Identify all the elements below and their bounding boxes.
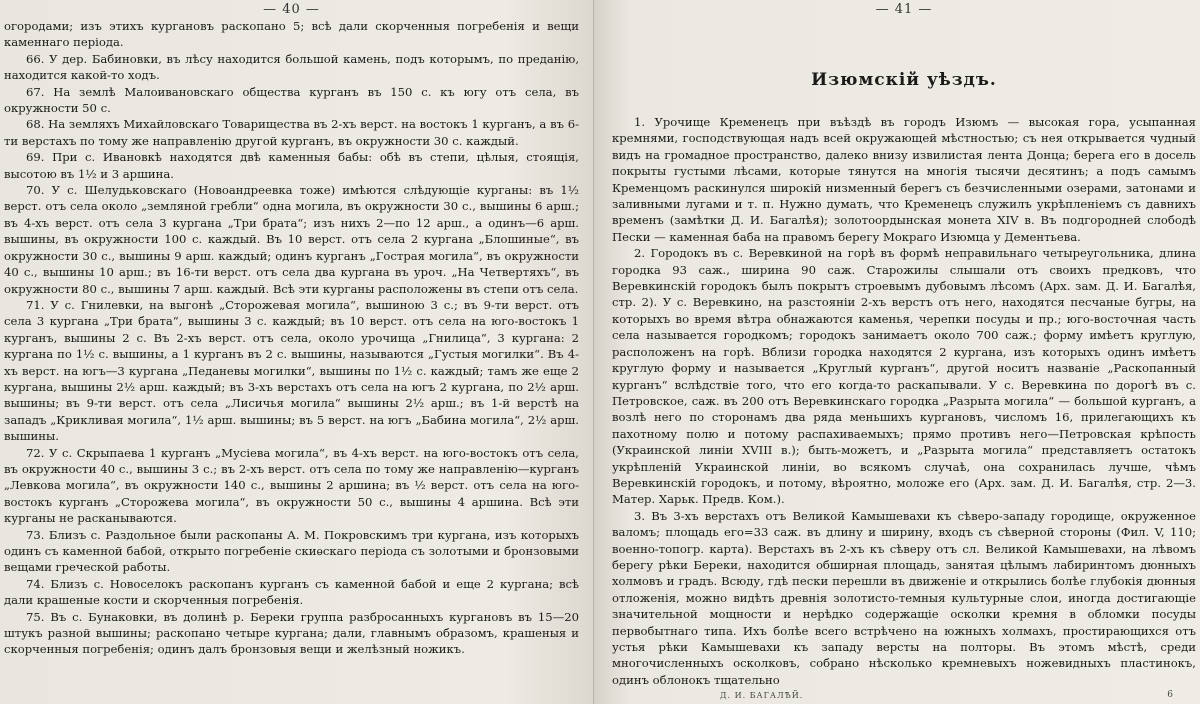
paragraph: 69. При с. Ивановкѣ находятся двѣ каменныя бабы: обѣ въ степи, цѣлыя, стоящія, высотою въ 1½ и 3 аршина. [4,150,579,181]
left-page [0,0,594,704]
paragraph: 75. Въ с. Бунаковки, въ долинѣ р. Береки группа разбросанныхъ кургановъ въ 15—20 штукъ разной вышины; раскопано четыре кургана; дали, главнымъ образомъ, крашеныя и скорченныя погребенія; одинъ далъ бронзовыя вещи и желѣзный ножикъ. [4,609,579,657]
paragraph: 71. У с. Гнилевки, на выгонѣ „Сторожевая могила“, вышиною 3 с.; въ 9-ти верст. отъ села 3 кургана „Три брата“, вышины 3 с. каждый; въ 10 верст. отъ села на юго-востокъ 1 курганъ, вышины 2 с. Въ 2-хъ верст. отъ села, около урочища „Гнилица“, 3 кургана: 2 кургана по 1½ с. вышины, а 1 курганъ въ 2 с. вышины, называются „Густыя могилки“. Въ 4-хъ верст. на югъ—3 кургана „Педаневы могилки“, вышины по 1½ с. каждый; тамъ же еще 2 кургана, вышины 2½ арш. каждый; въ 3-хъ верстахъ отъ села на югъ 2 кургана, по 2½ арш. вышины; въ 9-ти верст. отъ села „Лисичья могила“ вышины 2½ арш.; въ 1-й верстѣ на западъ „Крикливая могила“, 1½ арш. вышины; въ 5 верст. на югъ „Бабина могила“, 2½ арш. вышины. [4,297,579,444]
paragraph: 67. На землѣ Малоивановскаго общества курганъ въ 150 с. къ югу отъ села, въ окружности 50 с. [4,84,579,116]
page-number: — 41 — [875,2,933,17]
chapter-title: Изюмскій уѣздъ. [811,70,997,90]
page-body-text [4,18,579,658]
paragraph: огородами; изъ этихъ кургановъ раскопано 5; всѣ дали скорченныя погребенія и вещи каменнаго періода. [4,19,579,50]
footer-sheet-number: 6 [1167,690,1174,700]
paragraph: 74. Близъ с. Новоселокъ раскопанъ курганъ съ каменной бабой и еще 2 кургана; всѣ дали крашеные кости и скорченныя погребенія. [4,576,579,608]
paragraph: 70. У с. Шелудьковскаго (Новоандреевка тоже) имѣются слѣдующіе курганы: въ 1½ верст. отъ села около „земляной гребли“ одна могила, въ окружности 30 с., вышины 6 арш.; въ 4-хъ верст. отъ села 3 кургана „Три брата“; изъ нихъ 2—по 12 арш., а одинъ—6 арш. вышины, въ окружности 100 с. каждый. Въ 10 верст. отъ села 2 кургана „Блошиные“, въ окружности 30 с., вышины 9 арш. каждый; одинъ курганъ „Гострая могила“, въ окружности 40 с., вышины 10 арш.; въ 16-ти верст. отъ села два кургана въ уроч. „На Четвертяхъ“, въ окружности 80 с., вышины 7 арш. каждый. Всѣ эти курганы расположены въ степи отъ села. [4,183,579,296]
paragraph: 72. У с. Скрыпаева 1 курганъ „Мусіева могила“, въ 4-хъ верст. на юго-востокъ отъ села, въ окружности 40 с., вышины 3 с.; въ 2-хъ верст. отъ села по тому же направленію—курганъ „Левкова могила“, въ окружности 140 с., вышины 2 аршина; въ ½ верст. отъ села на юго-востокъ курганъ „Сторожева могила“, въ окружности 50 с., вышины 4 аршина. Всѣ эти курганы не расканываются. [4,445,579,526]
right-page [594,0,1200,704]
footer-signature: Д. И. БАГАЛѢЙ. [720,691,804,700]
paragraph: 68. На земляхъ Михайловскаго Товарищества въ 2-хъ верст. на востокъ 1 курганъ, а въ 6-ти верстахъ по тому же направленію другой курганъ, въ окружности 30 с. каждый. [4,117,579,148]
paragraph: 73. Близъ с. Раздольное были раскопаны А. М. Покровскимъ три кургана, изъ которыхъ одинъ съ каменной бабой, открыто погребеніе скиѳскаго періода съ золотыми и бронзовыми вещами греческой работы. [4,527,579,575]
page-number: — 40 — [263,2,320,17]
paragraph: 1. Урочище Кременецъ при въѣздѣ въ городъ Изюмъ — высокая гора, усыпанная кремнями, господствующая надъ всей окружающей мѣстностью; съ нея открывается чудный видъ на громадное пространство, далеко внизу извилистая лента Донца; берега его в досель покрыты густыми лѣсами, которые тянутся на многія тысячи десятинъ; а подъ самымъ Кременцомъ раскинулся широкій низменный берегъ съ безчисленными озерами, затонами и заливными лугами и т. п. Нужно думать, что Кременецъ служилъ укрѣпленіемъ съ давнихъ временъ (замѣтки Д. И. Багалѣя); золотоордынская монета XIV в. Въ подгородней слободѣ Пески — каменная баба на правомъ берегу Мокраго Изюмца у Дементьева. [612,115,1196,244]
page-body-text [612,114,1196,688]
paragraph: 3. Въ 3-хъ верстахъ отъ Великой Камышевахи къ сѣверо-западу городище, окруженное валомъ; площадь его=33 саж. въ длину и ширину, входъ съ сѣверной стороны (Фил. V, 110; военно-топогр. карта). Верстахъ въ 2-хъ къ сѣверу отъ сл. Великой Камышевахи, на лѣвомъ берегу рѣки Береки, находится обширная площадь, занятая цѣлымъ лабиринтомъ дюнныхъ холмовъ и градъ. Всюду, гдѣ пески перешли въ движеніе и открылись болѣе глубокія дюнныя отложенія, можно видѣть древнія золотисто-темныя культурные слои, иногда достигающіе значительной мощности и нерѣдко содержащіе осколки кремня в обломки посуды первобытнаго типа. Ихъ болѣе всего встрѣчено на южныхъ холмахъ, простирающихся отъ устья рѣки Камышевахи къ западу версты на полторы. Въ этомъ мѣстѣ, среди многочисленныхъ осколковъ, собрано нѣсколько кремневыхъ ножевидныхъ пластинокъ, одинъ облонокъ тщательно [612,508,1196,687]
paragraph: 2. Городокъ въ с. Веревкиной на горѣ въ формѣ неправильнаго четыреугольника, длина городка 93 саж., ширина 90 саж. Старожилы слышали отъ своихъ предковъ, что Веревкинскій городокъ былъ покрытъ строевымъ дубовымъ лѣсомъ (Арх. зам. Д. И. Багалѣя, стр. 2). У с. Веревкино, на разстояніи 2-хъ верстъ отъ него, находятся песчаные бугры, на которыхъ во время вѣтра обнажаются каменья, черепки посуды и пр.; юго-восточная часть села называется городкомъ; городокъ занимаетъ около 700 саж.; форму имѣетъ круглую, расположенъ на горѣ. Вблизи городка находятся 2 кургана, изъ которыхъ одинъ имѣетъ круглую форму и называется „Круглый курганъ“, другой носитъ названіе „Раскопанный курганъ“ вслѣдствіе того, что его когда-то раскапывали. У с. Веревкина по дорогѣ въ с. Петровское, саж. въ 200 отъ Веревкинскаго городка „Разрыта могила“ — большой курганъ, а возлѣ него по сторонамъ два ряда меньшихъ кургановъ, числомъ 16, прилегающихъ къ пахотному полю и потому распахиваемыхъ; прямо противъ него—Петровская крѣпость (Украинской линіи XVIII в.); быть-можетъ, и „Разрыта могила“ представляетъ остатокъ укрѣпленій Украинской линіи, во всякомъ случаѣ, она сохранилась лучше, чѣмъ Веревкинскій городокъ, и потому, вѣроятно, моложе его (Арх. зам. Д. И. Багалѣя, стр. 2—3. Матер. Харьк. Предв. Ком.). [612,246,1196,507]
paragraph: 66. У дер. Бабиновки, въ лѣсу находится большой камень, подъ которымъ, по преданію, находится какой-то ходъ. [4,51,579,83]
